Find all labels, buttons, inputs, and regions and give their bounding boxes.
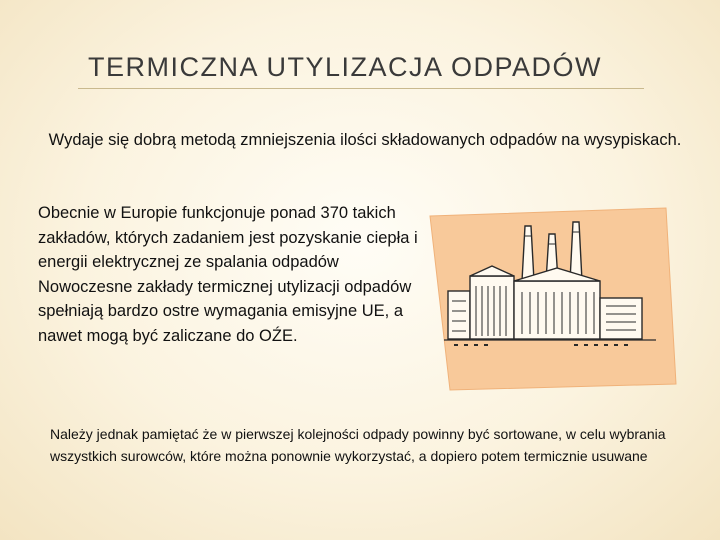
title-underline bbox=[78, 88, 644, 89]
factory-illustration bbox=[424, 206, 680, 396]
paragraph-plants: Obecnie w Europie funkcjonuje ponad 370 takich zakładów, których zadaniem jest pozyskanie ciepła i energii elektrycznej ze spalania odpadów bbox=[38, 204, 418, 271]
paragraph-emissions: Nowoczesne zakłady termicznej utylizacji odpadów spełniają bardzo ostre wymagania emisyjne UE, a nawet mogą być zaliczane do OŹE. bbox=[38, 277, 412, 345]
slide-title: TERMICZNA UTYLIZACJA ODPADÓW bbox=[88, 52, 603, 82]
body-text bbox=[38, 201, 448, 348]
intro-text: Wydaje się dobrą metodą zmniejszenia ilości składowanych odpadów na wysypiskach. bbox=[48, 131, 682, 149]
closing-note: Należy jednak pamiętać że w pierwszej kolejności odpady powinny być sortowane, w celu wybrania wszystkich surowców, które można ponownie wykorzystać, a dopiero potem termicznie usuwane bbox=[50, 426, 666, 464]
factory-icon bbox=[424, 206, 680, 396]
